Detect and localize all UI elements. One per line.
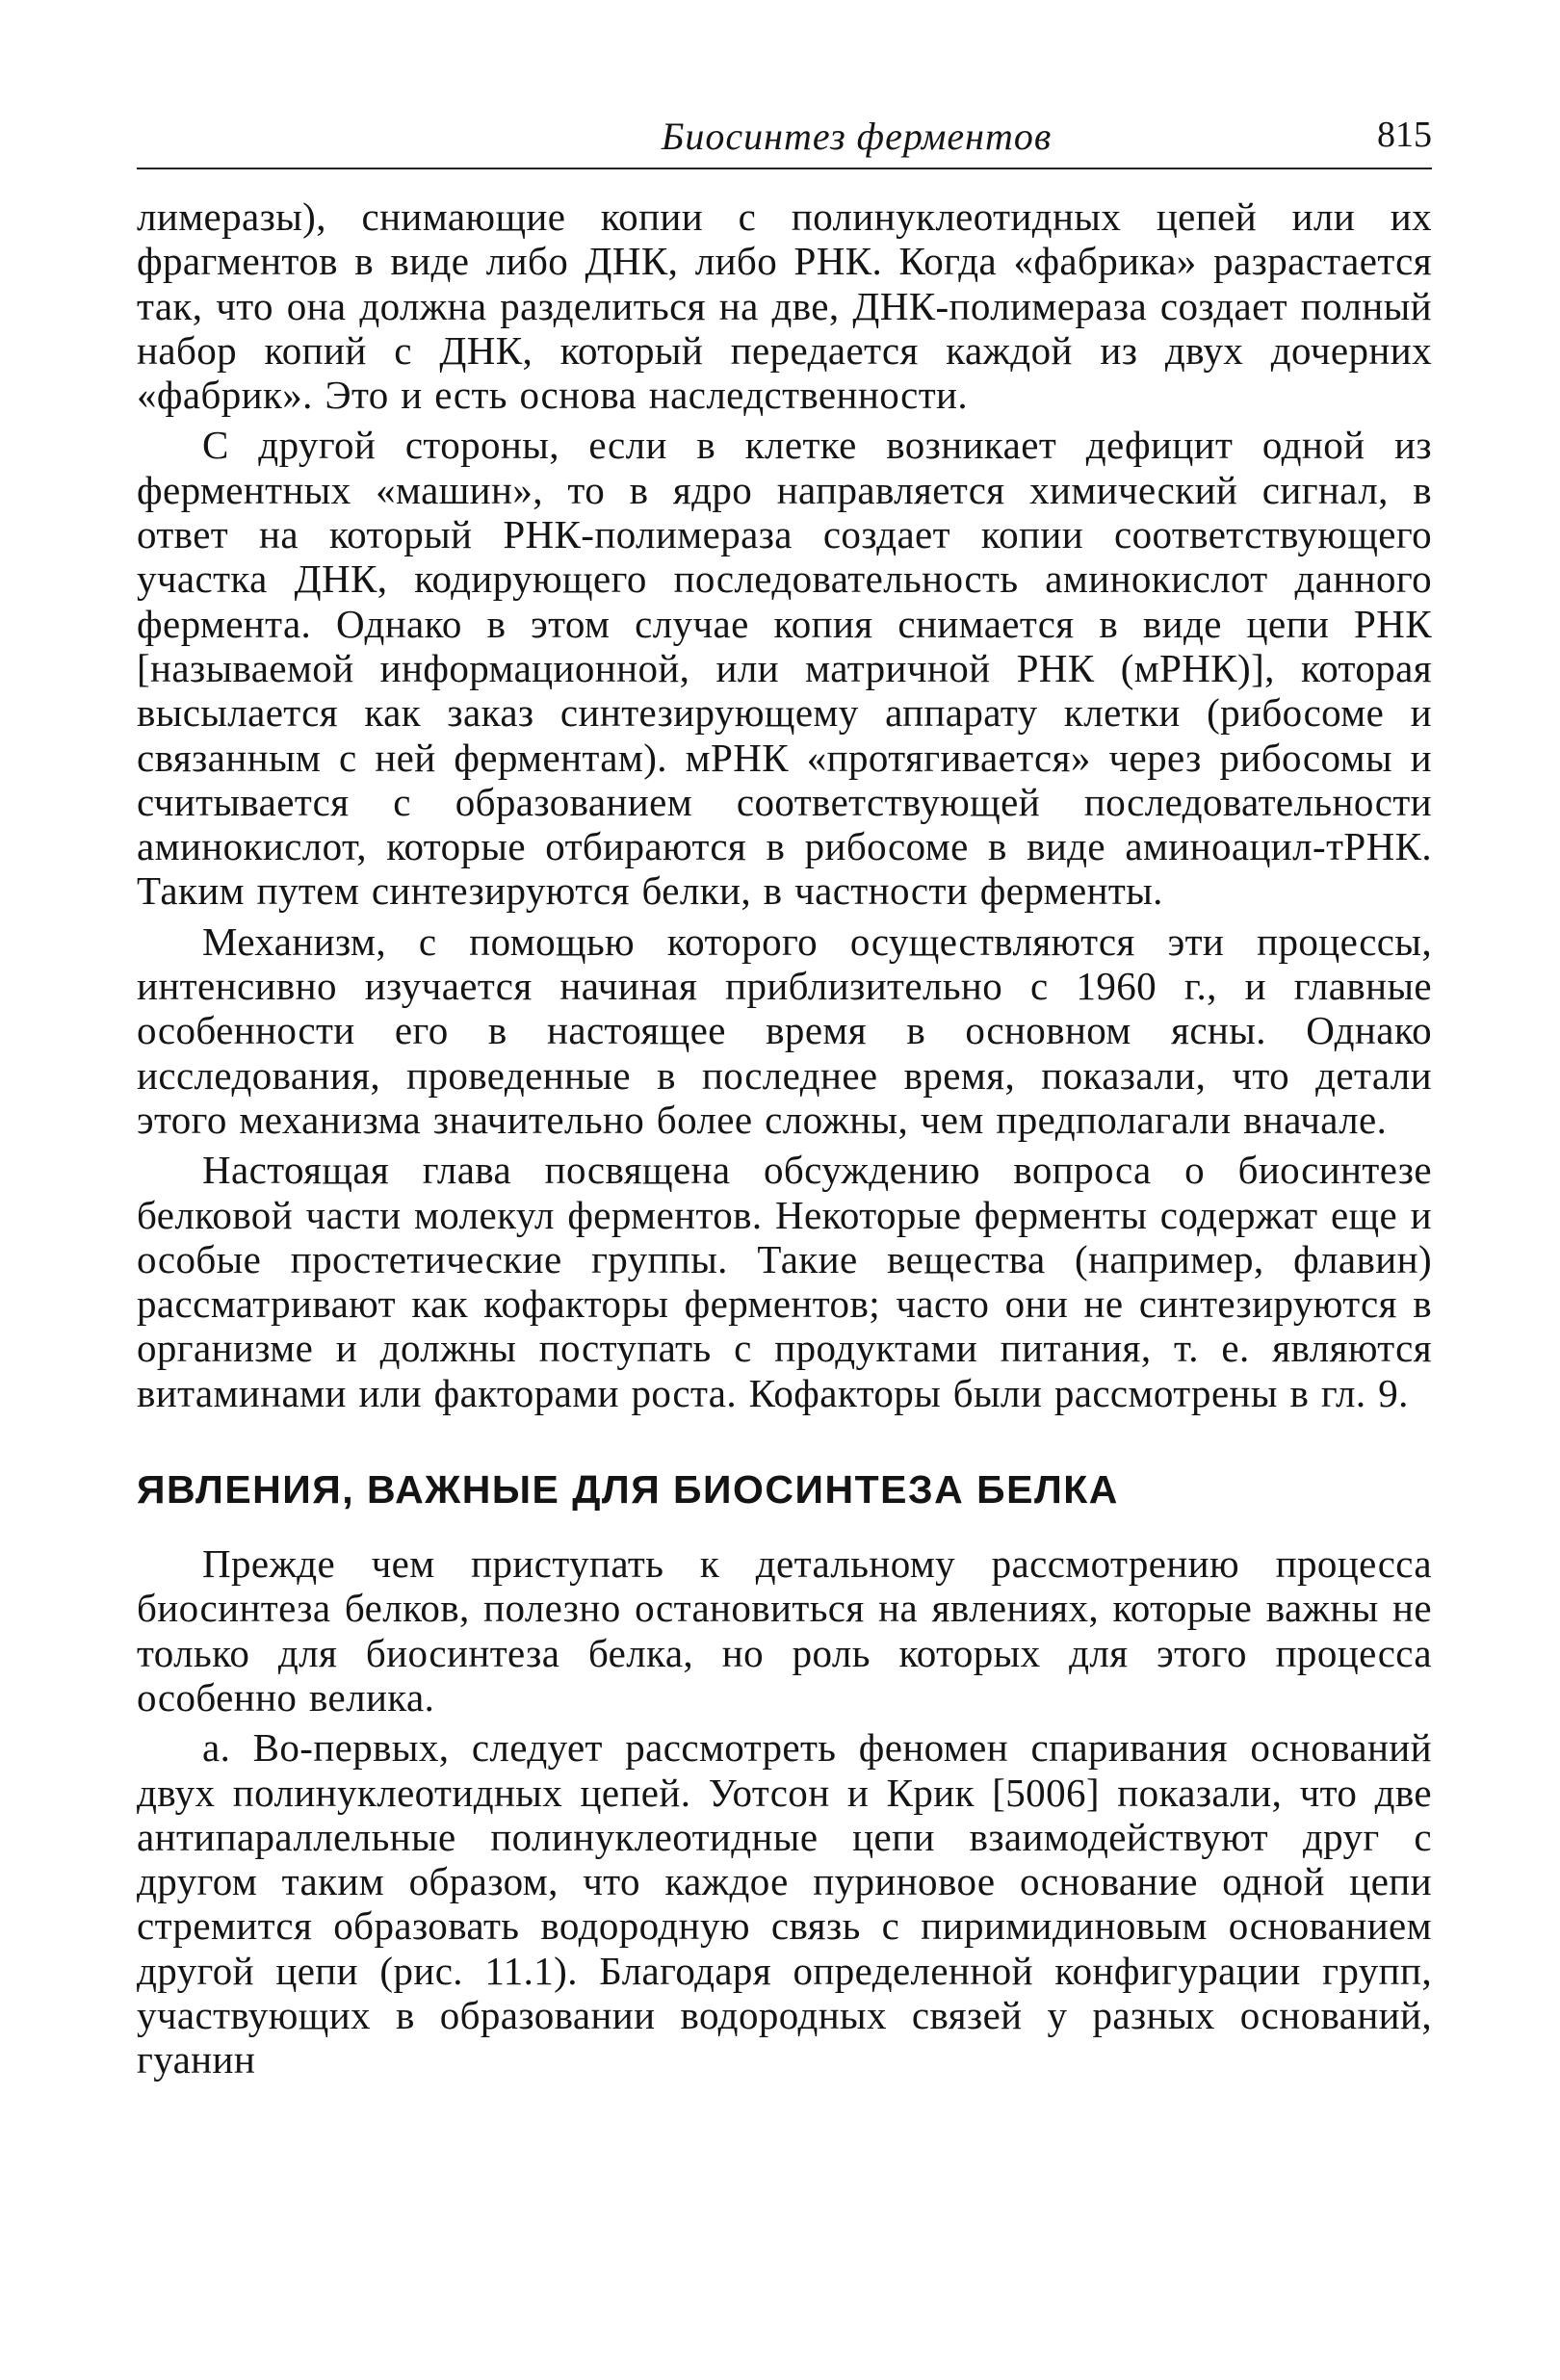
body-text [137, 194, 1432, 2082]
paragraph: Настоящая глава посвящена обсуждению вопроса о биосинтезе белковой части молекул ферментов. Некоторые ферменты содержат еще и особые простетические группы. Такие вещества (например, флавин) рассматривают как кофакторы ферментов; часто они не синтезируются в организме и должны поступать с продуктами питания, т. е. являются витаминами или факторами роста. Кофакторы были рассмотрены в гл. 9. [137, 1148, 1432, 1415]
paragraph: С другой стороны, если в клетке возникает дефицит одной из ферментных «машин», то в ядро направляется химический сигнал, в ответ на который РНК-полимераза создает копии соответствующего участка ДНК, кодирующего последовательность аминокислот данного фермента. Однако в этом случае копия снимается в виде цепи РНК [называемой информационной, или матричной РНК (мРНК)], которая высылается как заказ синтезирующему аппарату клетки (рибосоме и связанным с ней ферментам). мРНК «протягивается» через рибосомы и считывается с образованием соответствующей последовательности аминокислот, которые отбираются в рибосоме в виде аминоацил-тРНК. Таким путем синтезируются белки, в частности ферменты. [137, 423, 1432, 914]
paragraph: а. Во-первых, следует рассмотреть феномен спаривания оснований двух полинуклеотидных цепей. Уотсон и Крик [5006] показали, что две антипараллельные полинуклеотидные цепи взаимодействуют друг с другом таким образом, что каждое пуриновое основание одной цепи стремится образовать водородную связь с пиримидиновым основанием другой цепи (рис. 11.1). Благодаря определенной конфигурации групп, участвующих в образовании водородных связей у разных оснований, гуанин [137, 1725, 1432, 2082]
section-heading: ЯВЛЕНИЯ, ВАЖНЫЕ ДЛЯ БИОСИНТЕЗА БЕЛКА [137, 1467, 1119, 1513]
paragraph-continuation: лимеразы), снимающие копии с полинуклеотидных цепей или их фрагментов в виде либо ДНК, либо РНК. Когда «фабрика» разрастается так, что она должна разделиться на две, ДНК-полимераза создает полный набор копий с ДНК, который передается каждой из двух дочерних «фабрик». Это и есть основа наследственности. [137, 194, 1432, 418]
paragraph: Механизм, с помощью которого осуществляются эти процессы, интенсивно изучается начиная приблизительно с 1960 г., и главные особенности его в настоящее время в основном ясны. Однако исследования, проведенные в последнее время, показали, что детали этого механизма значительно более сложны, чем предполагали вначале. [137, 918, 1432, 1142]
header-rule [137, 168, 1432, 169]
paragraph: Прежде чем приступать к детальному рассмотрению процесса биосинтеза белков, полезно остановиться на явлениях, которые важны не только для биосинтеза белка, но роль которых для этого процесса особенно велика. [137, 1541, 1432, 1720]
page-number: 815 [1377, 115, 1432, 155]
running-title: Биосинтез ферментов [661, 115, 1053, 158]
running-head [137, 114, 1432, 175]
book-page [137, 114, 1432, 2088]
